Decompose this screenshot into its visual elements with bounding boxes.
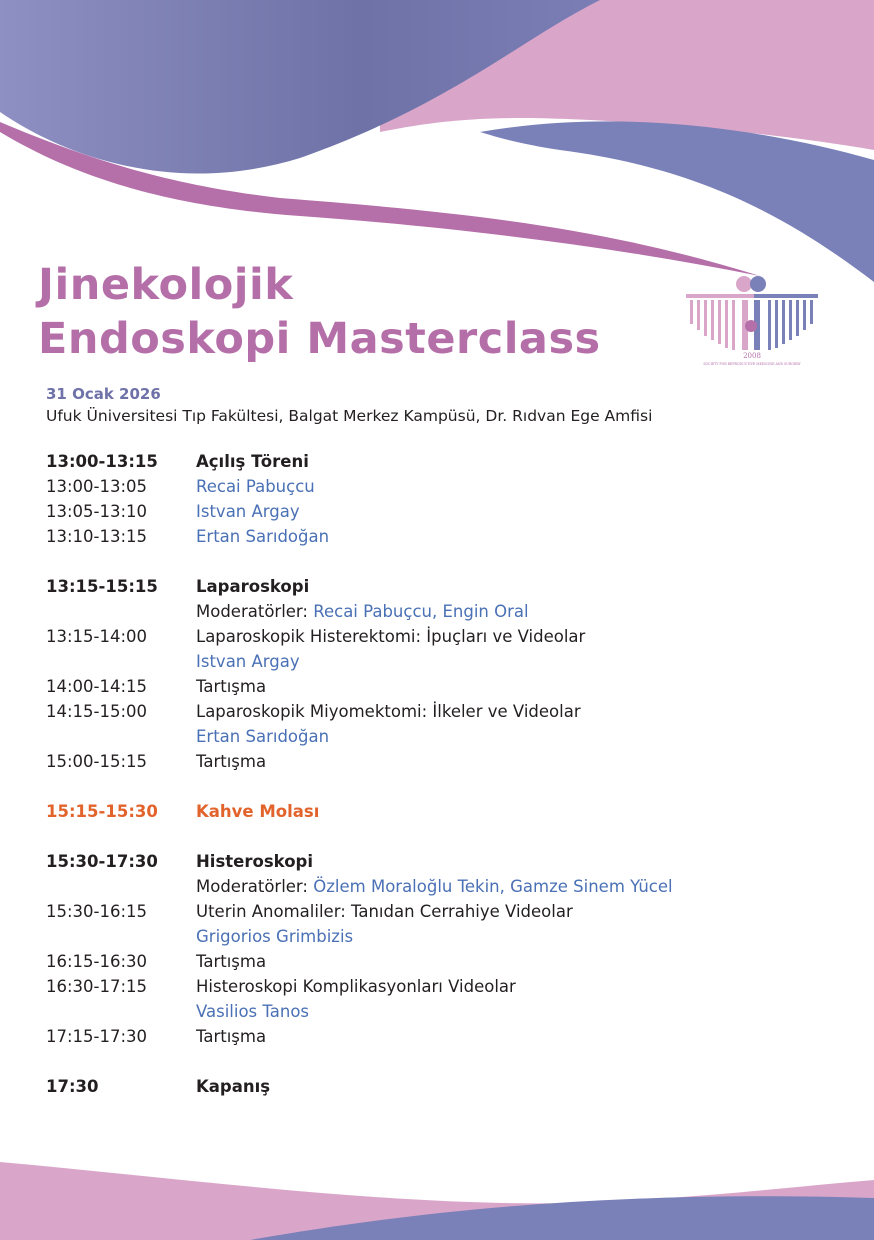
session-time: 17:30 [46,1077,99,1096]
program-schedule [46,449,846,1099]
speaker-row [46,724,846,749]
speaker-row [46,999,846,1024]
speaker-row [46,924,846,949]
session-title: Kahve Molası [196,802,320,821]
session-title: Histeroskopi [196,852,313,871]
item-time: 16:15-16:30 [46,952,148,971]
logo-head-pink [736,276,752,292]
session-title: Açılış Töreni [196,452,309,471]
session-time: 13:15-15:15 [46,577,158,596]
session-time: 15:30-17:30 [46,852,158,871]
program-row [46,899,846,924]
program-row [46,624,846,649]
session-header [46,574,846,599]
speaker-name: Ertan Sarıdoğan [196,727,330,746]
program-row [46,749,846,774]
session-header [46,449,846,474]
moderators-names: Özlem Moraloğlu Tekin, Gamze Sinem Yücel [313,877,673,896]
item-time: 13:05-13:10 [46,502,148,521]
session-header [46,1074,846,1099]
item-time: 13:15-14:00 [46,627,148,646]
speaker-name: Ertan Sarıdoğan [196,527,330,546]
event-venue: Ufuk Üniversitesi Tıp Fakültesi, Balgat Merkez Kampüsü, Dr. Rıdvan Ege Amfisi [46,407,653,425]
speaker-name: Grigorios Grimbizis [196,927,354,946]
topic-title: Histeroskopi Komplikasyonları Videolar [196,977,516,996]
program-row [46,699,846,724]
item-time: 17:15-17:30 [46,1027,148,1046]
program-row [46,474,846,499]
item-time: 13:10-13:15 [46,527,148,546]
item-time: 15:00-15:15 [46,752,148,771]
item-time: 14:00-14:15 [46,677,148,696]
title-line-1: Jinekolojik [38,260,294,310]
logo-society-name: SOCIETY FOR REPRODUCTIVE MEDICINE AND SURGERY [703,362,801,366]
logo-year: 2008 [743,352,761,360]
speaker-name: Vasilios Tanos [196,1002,310,1021]
session-time: 15:15-15:30 [46,802,158,821]
speaker-name: Istvan Argay [196,502,300,521]
speaker-name: Istvan Argay [196,652,300,671]
speaker-name: Recai Pabuçcu [196,477,315,496]
page-title [38,258,601,366]
item-time: 14:15-15:00 [46,702,148,721]
topic-title: Uterin Anomaliler: Tanıdan Cerrahiye Videolar [196,902,573,921]
program-row [46,974,846,999]
title-line-2: Endoskopi Masterclass [38,314,601,364]
program-row [46,524,846,549]
coffee-break-row [46,799,846,824]
moderators-row [46,874,846,899]
topic-title: Tartışma [196,677,267,696]
topic-title: Tartışma [196,952,267,971]
moderators-names: Recai Pabuçcu, Engin Oral [313,602,529,621]
topic-title: Tartışma [196,1027,267,1046]
item-time: 15:30-16:15 [46,902,148,921]
program-row [46,499,846,524]
topic-title: Laparoskopik Histerektomi: İpuçları ve Videolar [196,627,586,646]
program-row [46,674,846,699]
logo-head-blue [750,276,766,292]
session-title: Kapanış [196,1077,271,1096]
item-time: 16:30-17:15 [46,977,148,996]
session-header [46,849,846,874]
moderators-label: Moderatörler: [196,602,308,621]
topic-title: Laparoskopik Miyomektomi: İlkeler ve Videolar [196,702,581,721]
event-date: 31 Ocak 2026 [46,385,161,403]
item-time: 13:00-13:05 [46,477,148,496]
moderators-row [46,599,846,624]
header-wave-decoration [0,0,874,300]
session-time: 13:00-13:15 [46,452,158,471]
program-row [46,1024,846,1049]
moderators-label: Moderatörler: [196,877,308,896]
footer-wave-decoration [0,1140,874,1240]
society-logo [684,272,820,368]
speaker-row [46,649,846,674]
program-row [46,949,846,974]
session-title: Laparoskopi [196,577,310,596]
topic-title: Tartışma [196,752,267,771]
